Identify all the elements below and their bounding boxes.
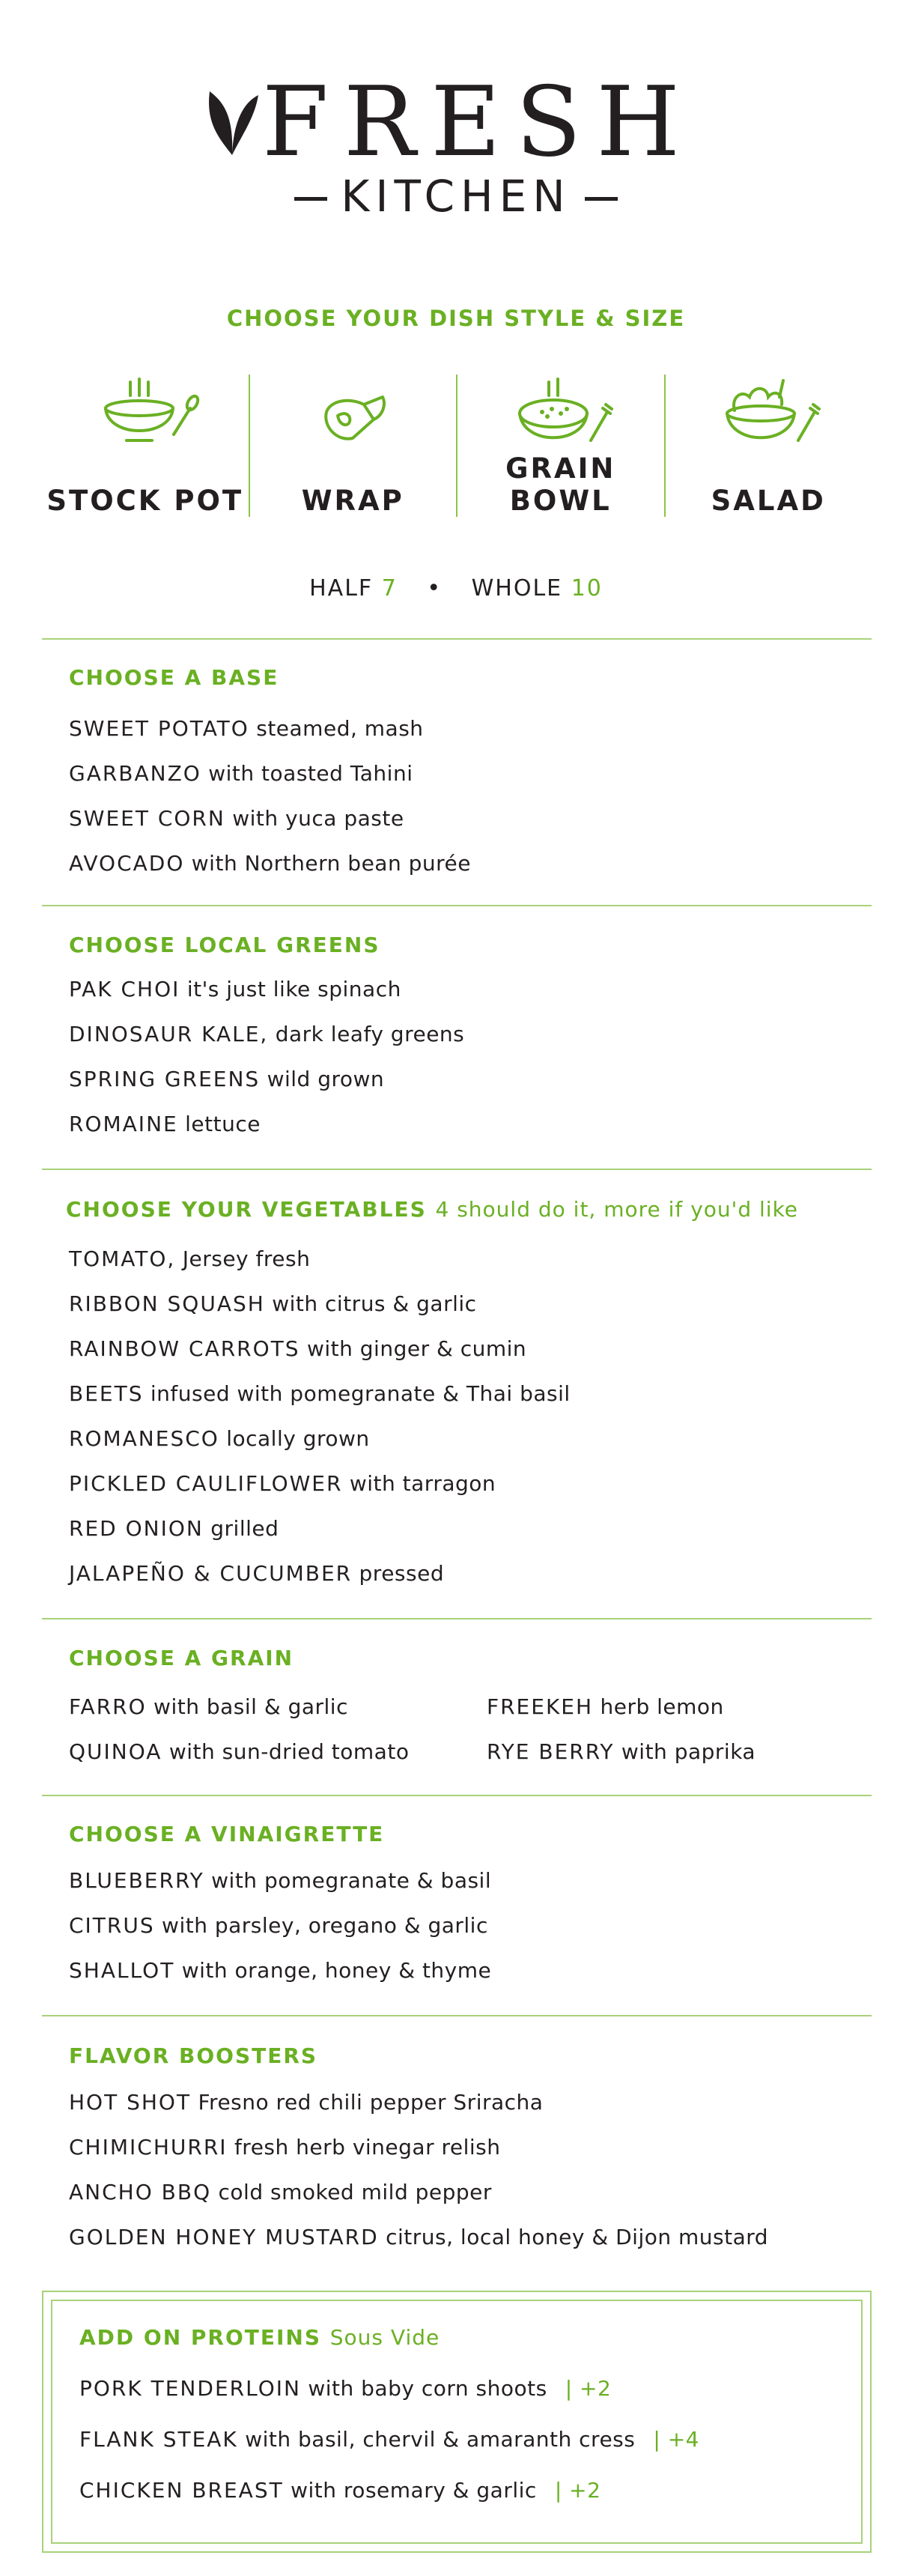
dish-style-row <box>42 375 872 517</box>
vegetable-item: PICKLED CAULIFLOWER with tarragon <box>69 1471 496 1496</box>
wrap-icon <box>293 375 413 457</box>
dish-label: STOCK POT <box>46 485 244 517</box>
base-item: SWEET CORN with yuca paste <box>69 806 404 831</box>
protein-price: | +4 <box>653 2427 699 2452</box>
logo-subtitle: KITCHEN <box>0 171 912 222</box>
booster-item: ANCHO BBQ cold smoked mild pepper <box>69 2180 492 2204</box>
section-title-vegetables: CHOOSE YOUR VEGETABLES 4 should do it, more if you'd like <box>66 1197 799 1222</box>
base-item: AVOCADO with Northern bean purée <box>69 851 471 876</box>
section-title-greens: CHOOSE LOCAL GREENS <box>69 933 380 957</box>
greens-item: ROMAINE lettuce <box>69 1112 261 1136</box>
section-title-proteins: ADD ON PROTEINS Sous Vide <box>79 2325 440 2350</box>
divider <box>42 905 872 906</box>
protein-item: CHICKEN BREAST with rosemary & garlic | +2 <box>79 2478 601 2503</box>
divider <box>42 1795 872 1796</box>
vegetable-item: BEETS infused with pomegranate & Thai basil <box>69 1381 571 1406</box>
dish-label: GRAIN BOWL <box>505 452 616 517</box>
grain-item: FARRO with basil & garlic <box>69 1694 348 1719</box>
vegetable-item: TOMATO, Jersey fresh <box>69 1246 311 1271</box>
grain-item: QUINOA with sun-dried tomato <box>69 1739 410 1764</box>
vinaigrette-item: SHALLOT with orange, honey & thyme <box>69 1958 492 1983</box>
base-item: SWEET POTATO steamed, mash <box>69 716 424 741</box>
protein-price: | +2 <box>565 2376 612 2401</box>
separator: • <box>427 575 443 601</box>
vegetable-item: JALAPEÑO & CUCUMBER pressed <box>69 1561 445 1586</box>
divider <box>42 1618 872 1619</box>
divider <box>42 638 872 640</box>
base-item: GARBANZO with toasted Tahini <box>69 761 413 786</box>
vinaigrette-item: CITRUS with parsley, oregano & garlic <box>69 1913 488 1938</box>
divider <box>42 2015 872 2016</box>
half-label: HALF <box>309 575 374 601</box>
salad-bowl-fork-icon <box>708 375 828 457</box>
dish-wrap[interactable] <box>249 375 457 517</box>
dish-salad[interactable] <box>664 375 872 517</box>
protein-item: FLANK STEAK with basil, chervil & amaranth cress | +4 <box>79 2427 699 2452</box>
section-note: 4 should do it, more if you'd like <box>435 1197 799 1222</box>
vegetable-item: RIBBON SQUASH with citrus & garlic <box>69 1291 477 1316</box>
greens-item: PAK CHOI it's just like spinach <box>69 977 401 1001</box>
dish-style-heading: CHOOSE YOUR DISH STYLE & SIZE <box>226 306 686 331</box>
logo <box>0 67 912 178</box>
vegetable-item: ROMANESCO locally grown <box>69 1426 370 1451</box>
whole-price: 10 <box>571 575 603 601</box>
booster-item: GOLDEN HONEY MUSTARD citrus, local honey & Dijon mustard <box>69 2225 769 2249</box>
leaf-icon <box>202 76 262 159</box>
vinaigrette-item: BLUEBERRY with pomegranate & basil <box>69 1868 492 1893</box>
booster-item: HOT SHOT Fresno red chili pepper Sriracha <box>69 2090 544 2115</box>
protein-item: PORK TENDERLOIN with baby corn shoots | +2 <box>79 2376 612 2401</box>
dish-label: WRAP <box>301 485 404 517</box>
booster-item: CHIMICHURRI fresh herb vinegar relish <box>69 2135 501 2160</box>
section-title-grain: CHOOSE A GRAIN <box>69 1646 294 1670</box>
greens-item: SPRING GREENS wild grown <box>69 1067 385 1091</box>
logo-wordmark: FRESH <box>217 75 695 171</box>
section-title-base: CHOOSE A BASE <box>69 665 279 690</box>
soup-bowl-spoon-icon <box>85 375 205 457</box>
vegetable-item: RAINBOW CARROTS with ginger & cumin <box>69 1336 527 1361</box>
section-note: Sous Vide <box>329 2325 440 2350</box>
dish-grain-bowl[interactable] <box>456 375 664 517</box>
whole-label: WHOLE <box>471 575 563 601</box>
section-title-boosters: FLAVOR BOOSTERS <box>69 2043 318 2068</box>
divider <box>42 1169 872 1170</box>
dish-stock-pot[interactable] <box>42 375 249 517</box>
section-title-vinaigrette: CHOOSE A VINAIGRETTE <box>69 1822 385 1846</box>
grain-bowl-fork-icon <box>501 375 621 457</box>
size-pricing <box>0 575 912 601</box>
grain-item: FREEKEH herb lemon <box>487 1694 724 1719</box>
dish-label: SALAD <box>711 485 826 517</box>
greens-item: DINOSAUR KALE, dark leafy greens <box>69 1022 465 1046</box>
protein-price: | +2 <box>554 2478 601 2503</box>
vegetable-item: RED ONION grilled <box>69 1516 279 1541</box>
half-price: 7 <box>381 575 398 601</box>
grain-item: RYE BERRY with paprika <box>487 1739 756 1764</box>
